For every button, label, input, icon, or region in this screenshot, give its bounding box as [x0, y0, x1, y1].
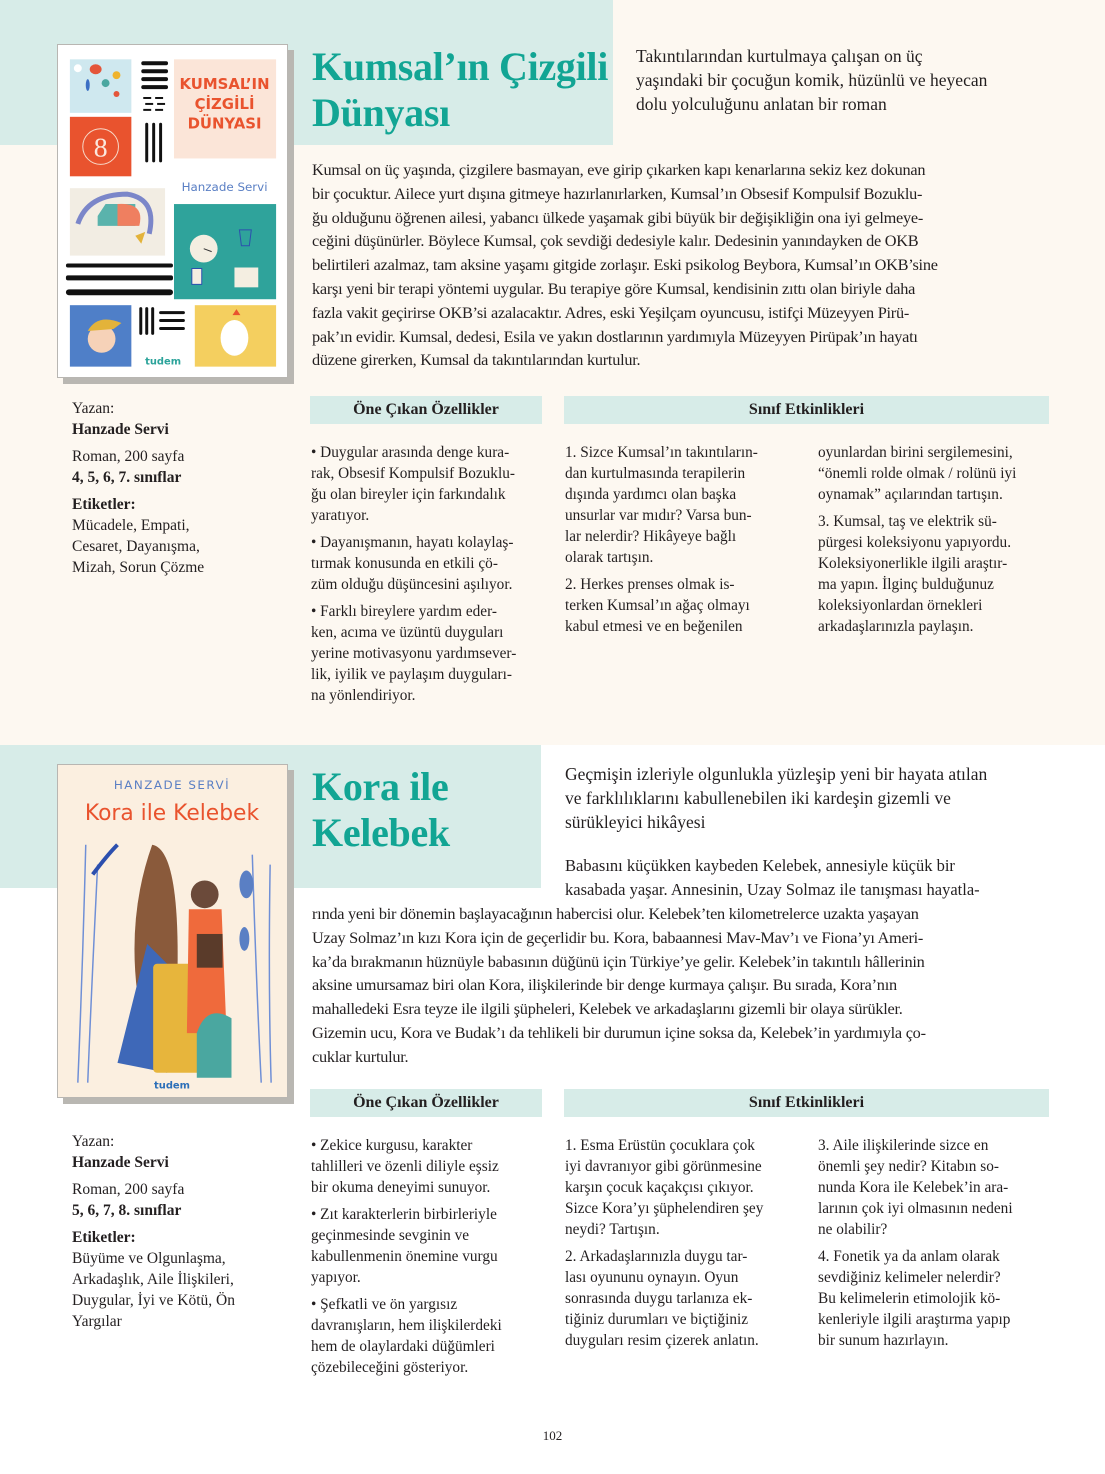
activity-item: [565, 574, 797, 637]
summary-line: Babasını küçükken kaybeden Kelebek, annesiyle küçük bir: [565, 856, 955, 875]
text-line: sonrasında duygu tarlanıza ek-: [565, 1290, 753, 1307]
cover-publisher: tudem: [145, 356, 182, 368]
tagline-line: ve farklılıklarını kabullenebilen iki kardeşin gizemli ve: [565, 788, 951, 808]
text-line: dan kurtulmasında terapilerin: [565, 465, 746, 482]
activity-item: [565, 1135, 800, 1240]
cover-title: Kora ile Kelebek: [84, 800, 260, 826]
text-line: kabullenmenin önemine vurgu: [311, 1248, 498, 1265]
text-line: tiğiniz durumları ve biçtiğiniz: [565, 1311, 749, 1328]
text-line: Bu kelimelerin etimolojik kö-: [818, 1290, 1001, 1307]
text-line: kabul etmesi ve en beğenilen: [565, 618, 743, 635]
activity-item: [565, 442, 797, 568]
text-line: çözebileceğini gösteriyor.: [311, 1359, 469, 1376]
author-label: Yazan:: [72, 400, 115, 417]
activity-item: [565, 1246, 800, 1351]
text-line: • Farklı bireylere yardım eder-: [311, 603, 497, 620]
book-tagline: [636, 44, 987, 116]
summary-line: ka’da bırakmanın hüznüyle babasının düğünü için Türkiye’ye gelir. Kelebek’in takıntılı hâllerinin: [312, 951, 925, 971]
text-line: bir okuma deneyimi sunuyor.: [311, 1179, 491, 1196]
text-line: 2. Herkes prenses olmak is-: [565, 576, 735, 593]
features-header: Öne Çıkan Özellikler: [310, 1089, 542, 1117]
text-line: terken Kumsal’ın ağaç olmayı: [565, 597, 750, 614]
tags-line: Büyüme ve Olgunlaşma,: [72, 1250, 226, 1267]
text-line: karşın çocuk kaçakçısı çıkıyor.: [565, 1179, 754, 1196]
book-summary-top: [565, 854, 1048, 902]
author-name: Hanzade Servi: [72, 1154, 169, 1171]
feature-item: [311, 442, 546, 526]
feature-item: [311, 1135, 546, 1198]
text-line: • Zekice kurgusu, karakter: [311, 1137, 473, 1154]
text-line: • Şefkatli ve ön yargısız: [311, 1296, 458, 1313]
text-line: larının çok iyi olmasının nedeni: [818, 1200, 1013, 1217]
tags-line: Cesaret, Dayanışma,: [72, 538, 200, 555]
feature-item: [311, 601, 546, 706]
cover-title-line-2: ÇİZGİLİ: [194, 94, 255, 113]
summary-line: bir çocuktur. Ailece yurt dışına gitmeye hazırlanırlarken, Kumsal’ın Obsesif Kompulsif Bozuklu-: [312, 183, 923, 203]
summary-line: düzene girerken, Kumsal da takıntılarından kurtulur.: [312, 350, 641, 370]
text-line: lik, iyilik ve paylaşım duyguları-: [311, 666, 512, 683]
book-cover-kumsal: [57, 44, 288, 378]
text-line: davranışların, hem ilişkilerdeki: [311, 1317, 502, 1334]
cover-author: HANZADE SERVİ: [113, 778, 231, 793]
text-line: Sizce Kora’yı şüphelendiren şey: [565, 1200, 764, 1217]
text-line: ken, acıma ve üzüntü duyguları: [311, 624, 504, 641]
cover-author: Hanzade Servi: [181, 180, 268, 195]
text-line: oyunlardan birini sergilemesini,: [818, 444, 1013, 461]
summary-line: ğu olduğunu öğrenen ailesi, yabancı ülkede yaşamak gibi büyük bir değişikliğin ona iyi gelmeye-: [312, 207, 924, 227]
text-line: hem de olaylardaki düğümleri: [311, 1338, 495, 1355]
book-title-line: Kora ile: [312, 764, 449, 809]
book-format: Roman, 200 sayfa: [72, 1181, 185, 1198]
tagline-line: dolu yolculuğunu anlatan bir roman: [636, 94, 887, 114]
text-line: • Zıt karakterlerin birbirleriyle: [311, 1206, 497, 1223]
text-line: ma yapın. İlginç bulduğunuz: [818, 576, 994, 593]
text-line: nunda Kora ile Kelebek’in ara-: [818, 1179, 1009, 1196]
grade-levels: 4, 5, 6, 7. sınıflar: [72, 469, 182, 486]
text-line: züm olduğu düşüncesini aşılıyor.: [311, 576, 513, 593]
author-name: Hanzade Servi: [72, 421, 169, 438]
text-line: Koleksiyonerlikle ilgili araştır-: [818, 555, 1008, 572]
text-line: neydi? Tartışın.: [565, 1221, 660, 1238]
text-line: lar nelerdir? Hikâyeye bağlı: [565, 528, 737, 545]
text-line: dışında yardımcı olan başka: [565, 486, 737, 503]
text-line: yerine motivasyonu yardımsever-: [311, 645, 517, 662]
activities-header: Sınıf Etkinlikleri: [564, 1089, 1049, 1117]
book-title: [312, 44, 608, 136]
text-line: önemli şey nedir? Kitabın so-: [818, 1158, 999, 1175]
text-line: arkadaşlarınızla paylaşın.: [818, 618, 974, 635]
book-title-line: Kelebek: [312, 810, 450, 855]
text-line: geçinmesinde sevginin ve: [311, 1227, 470, 1244]
activities-header: Sınıf Etkinlikleri: [564, 396, 1049, 424]
book-title-line: Dünyası: [312, 90, 450, 135]
summary-line: aksine umursamaz biri olan Kora, ilişkilerinde bir denge kurmaya çalışır. Bu sırada, Kora’nın: [312, 975, 897, 995]
text-line: koleksiyonlardan örnekleri: [818, 597, 983, 614]
tags-line: Mizah, Sorun Çözme: [72, 559, 205, 576]
text-line: tahlilleri ve özenli diliyle eşsiz: [311, 1158, 499, 1175]
summary-line: fazla vakit geçirirse OKB’si azalacaktır. Adres, eski Yeşilçam oyuncusu, istifçi Müzeyyen Pirü-: [312, 302, 910, 322]
cover-number: 8: [93, 132, 108, 164]
text-line: ğu olan bireyler için farkındalık: [311, 486, 506, 503]
book-meta: [72, 398, 204, 578]
summary-line: mahalledeki Esra teyze ile ilgili şüpheleri, Kelebek ve arkadaşlarını gizemli bir olaya sürükler.: [312, 999, 903, 1019]
book-cover-kora: [57, 764, 288, 1098]
feature-item: [311, 1204, 546, 1288]
text-line: “önemli rolde olmak / rolünü iyi: [818, 465, 1017, 482]
author-label: Yazan:: [72, 1133, 115, 1150]
tags-line: Mücadele, Empati,: [72, 517, 190, 534]
book-format: Roman, 200 sayfa: [72, 448, 185, 465]
summary-line: Kumsal on üç yaşında, çizgilere basmayan, eve girip çıkarken kapı kenarlarına sekiz kez dokunan: [312, 160, 926, 179]
page-number: 102: [542, 1428, 563, 1443]
features-list: [311, 1135, 546, 1384]
summary-line: ceğini düşünürler. Böylece Kumsal, çok sevdiği dedesiyle kalır. Dedesinin yanındayken de OKB: [312, 231, 919, 251]
book-tagline: [565, 762, 987, 834]
tagline-line: Geçmişin izleriyle olgunlukla yüzleşip yeni bir hayata atılan: [565, 764, 988, 784]
tags-line: Duygular, İyi ve Kötü, Ön: [72, 1292, 235, 1309]
text-line: rak, Obsesif Kompulsif Bozuklu-: [311, 465, 515, 482]
tagline-line: yaşındaki bir çocuğun komik, hüzünlü ve heyecan: [636, 70, 988, 90]
text-line: 3. Aile ilişkilerinde sizce en: [818, 1137, 989, 1154]
text-line: sevdiğiniz kelimeler nelerdir?: [818, 1269, 1001, 1286]
feature-item: [311, 1294, 546, 1378]
summary-line: belirtileri azalmaz, tam aksine yaşamı gitgide zorlaşır. Eski psikolog Beybora, Kumsal’ın OKB’sine: [312, 255, 938, 275]
tags-label: Etiketler:: [72, 1229, 136, 1246]
text-line: ne olabilir?: [818, 1221, 888, 1238]
activities-column-2: [818, 1135, 1053, 1357]
feature-item: [311, 532, 546, 595]
book-title: [312, 764, 450, 856]
features-header: Öne Çıkan Özellikler: [310, 396, 542, 424]
text-line: 1. Esma Erüstün çocuklara çok: [565, 1137, 755, 1154]
text-line: • Duygular arasında denge kura-: [311, 444, 510, 461]
features-list: [311, 442, 546, 712]
activity-item: [818, 442, 1053, 505]
text-line: 4. Fonetik ya da anlam olarak: [818, 1248, 1000, 1265]
text-line: pürgesi koleksiyonu yapıyordu.: [818, 534, 1012, 551]
summary-line: cuklar kurtulur.: [312, 1046, 409, 1066]
summary-line: rında yeni bir dönemin başlayacağının habercisi olur. Kelebek’ten kilometrelerce uzakta yaşayan: [312, 904, 919, 923]
tags-label: Etiketler:: [72, 496, 136, 513]
cover-title-line-1: KUMSAL’IN: [179, 75, 270, 94]
text-line: unsurlar var mıdır? Varsa bun-: [565, 507, 752, 524]
text-line: yapıyor.: [311, 1269, 361, 1286]
activity-item: [818, 1246, 1053, 1351]
summary-line: karşı yeni bir terapi yöntemi uygular. Bu terapiye göre Kumsal, kendisinin zıttı olan biriyle daha: [312, 278, 916, 298]
tags-line: Arkadaşlık, Aile İlişkileri,: [72, 1271, 234, 1288]
summary-line: Gizemin ucu, Kora ve Budak’ı da tehlikeli bir durumun içine soksa da, Kelebek’in yardımıyla ço-: [312, 1022, 926, 1042]
text-line: yaratıyor.: [311, 507, 370, 524]
activity-item: [818, 1135, 1053, 1240]
text-line: tırmak konusunda en etkili çö-: [311, 555, 498, 572]
summary-line: pak’ın evidir. Kumsal, dedesi, Esila ve yakın dostlarının yardımıyla Müzeyyen Pirüpak’ın hayatı: [312, 326, 918, 346]
activities-column-2: [818, 442, 1053, 643]
text-line: • Dayanışmanın, hayatı kolaylaş-: [311, 534, 514, 551]
grade-levels: 5, 6, 7, 8. sınıflar: [72, 1202, 182, 1219]
book-meta: [72, 1131, 235, 1332]
book-summary: [312, 158, 1048, 372]
activities-column-1: [565, 1135, 800, 1357]
tagline-line: sürükleyici hikâyesi: [565, 812, 706, 832]
book-title-line: Kumsal’ın Çizgili: [312, 44, 609, 89]
text-line: 3. Kumsal, taş ve elektrik sü-: [818, 513, 997, 530]
text-line: oynamak” açılarından tartışın.: [818, 486, 1003, 503]
cover-publisher: tudem: [154, 1080, 190, 1092]
text-line: kenleriyle ilgili araştırma yapıp: [818, 1311, 1011, 1328]
text-line: bir sunum hazırlayın.: [818, 1332, 949, 1349]
text-line: 1. Sizce Kumsal’ın takıntıların-: [565, 444, 758, 461]
tags-line: Yargılar: [72, 1313, 122, 1330]
summary-line: kasabada yaşar. Annesinin, Uzay Solmaz ile tanışması hayatla-: [565, 879, 980, 899]
tagline-line: Takıntılarından kurtulmaya çalışan on üç: [636, 46, 923, 66]
book-summary: [312, 902, 1048, 1069]
activity-item: [818, 511, 1053, 637]
text-line: na yönlendiriyor.: [311, 687, 416, 704]
text-line: duyguları resim çizerek anlatın.: [565, 1332, 759, 1349]
text-line: 2. Arkadaşlarınızla duygu tar-: [565, 1248, 748, 1265]
text-line: iyi davranıyor gibi görünmesine: [565, 1158, 762, 1175]
cover-illustration: [58, 765, 287, 1097]
cover-title-line-3: DÜNYASI: [187, 114, 262, 133]
activities-column-1: [565, 442, 797, 643]
summary-line: Uzay Solmaz’ın kızı Kora için de geçerlidir bu. Kora, babaannesi Mav-Mav’ı ve Fiona’yı Ameri-: [312, 927, 924, 947]
text-line: olarak tartışın.: [565, 549, 654, 566]
cover-illustration: [58, 45, 287, 377]
text-line: lası oyununu oynayın. Oyun: [565, 1269, 739, 1286]
